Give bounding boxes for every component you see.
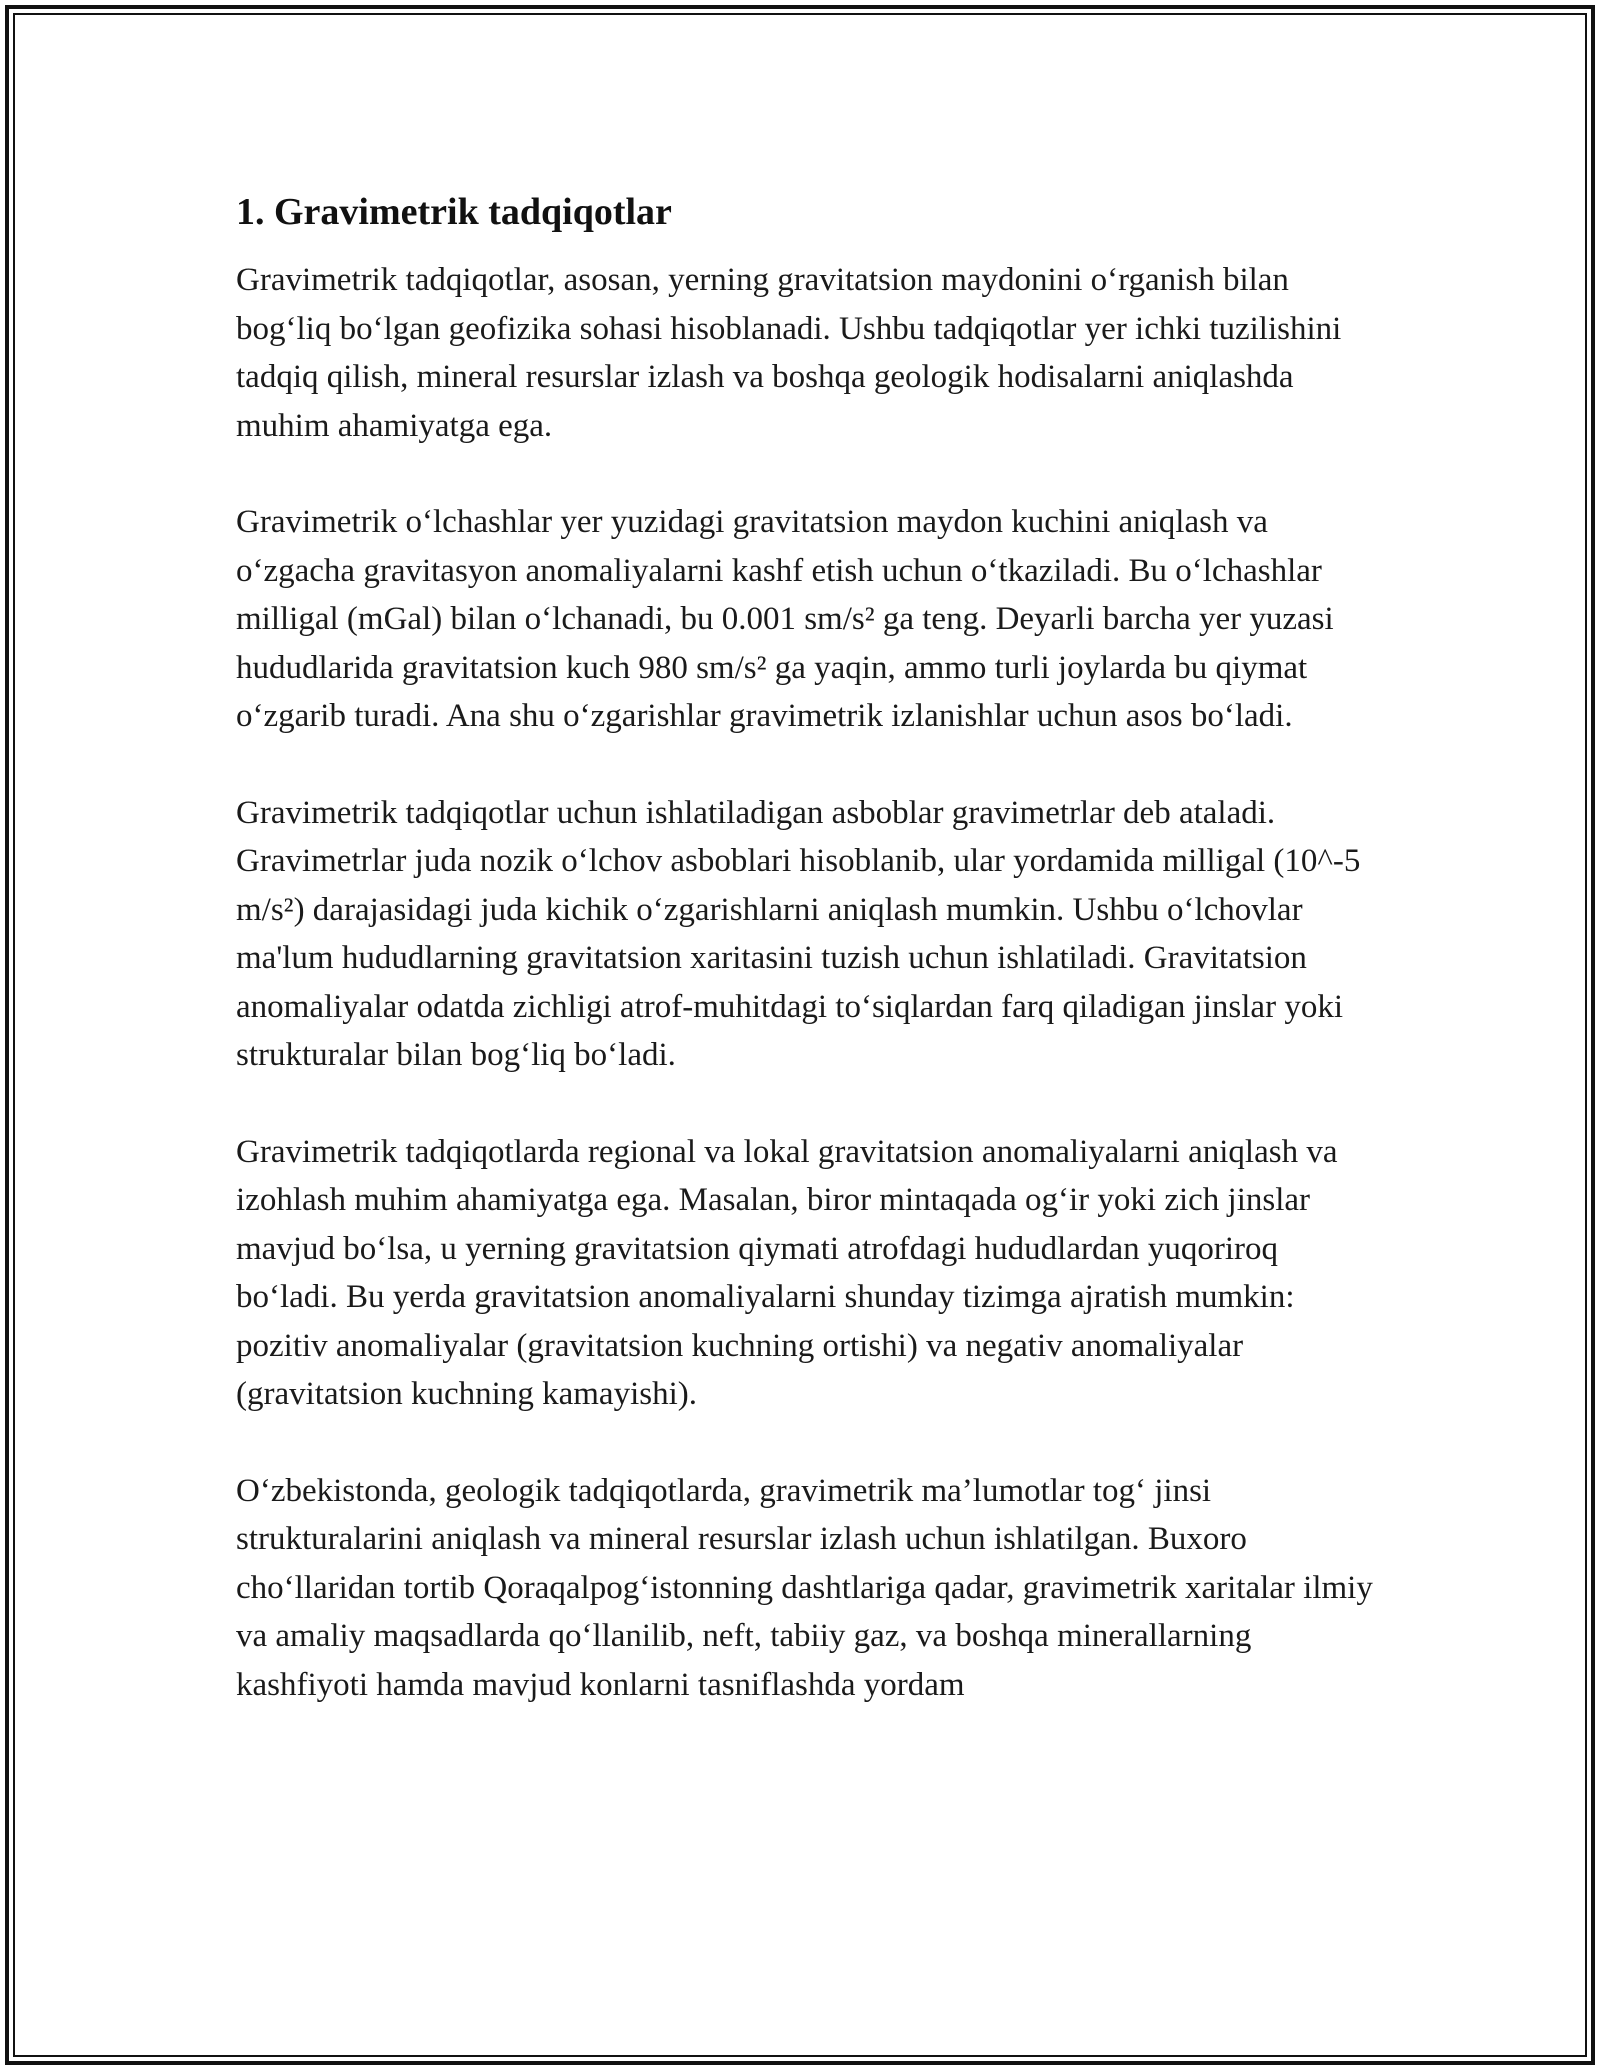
paragraph-4: Gravimetrik tadqiqotlarda regional va lokal gravitatsion anomaliyalarni aniqlash va izohlash muhim ahamiyatga ega. Masalan, biror mintaqada og‘ir yoki zich jinslar mavjud bo‘lsa, u yerning gravitatsion qiymati atrofdagi hududlardan yuqoriroq bo‘ladi. Bu yerda gravitatsion anomaliyalarni shunday tizimga ajratish mumkin: pozitiv anomaliyalar (gravitatsion kuchning ortishi) va negativ anomaliyalar (gravitatsion kuchning kamayishi). [236, 1133, 1338, 1412]
section-heading: 1. Gravimetrik tadqiqotlar [236, 191, 672, 233]
document-body [236, 188, 1376, 1757]
paragraph-1: Gravimetrik tadqiqotlar, asosan, yerning gravitatsion maydonini o‘rganish bilan bog‘liq bo‘lgan geofizika sohasi hisoblanadi. Ushbu tadqiqotlar yer ichki tuzilishini tadqiq qilish, mineral resurslar izlash va boshqa geologik hodisalarni aniqlashda muhim ahamiyatga ega. [236, 262, 1342, 444]
paragraph-3: Gravimetrik tadqiqotlar uchun ishlatiladigan asboblar gravimetrlar deb ataladi. Gravimetrlar juda nozik o‘lchov asboblari hisoblanib, ular yordamida milligal (10^-5 m/s²) darajasidagi juda kichik o‘zgarishlarni aniqlash mumkin. Ushbu o‘lchovlar ma'lum hududlarning gravitatsion xaritasini tuzish uchun ishlatiladi. Gravitatsion anomaliyalar odatda zichligi atrof-muhitdagi to‘siqlardan farq qiladigan jinslar yoki strukturalar bilan bog‘liq bo‘ladi. [236, 794, 1361, 1073]
paragraph-5: O‘zbekistonda, geologik tadqiqotlarda, gravimetrik ma’lumotlar tog‘ jinsi strukturalarini aniqlash va mineral resurslar izlash uchun ishlatilgan. Buxoro cho‘llaridan tortib Qoraqalpog‘istonning dashtlariga qadar, gravimetrik xaritalar ilmiy va amaliy maqsadlarda qo‘llanilib, neft, tabiiy gaz, va boshqa minerallarning kashfiyoti hamda mavjud konlarni tasniflashda yordam [236, 1472, 1373, 1703]
paragraph-2: Gravimetrik o‘lchashlar yer yuzidagi gravitatsion maydon kuchini aniqlash va o‘zgacha gravitasyon anomaliyalarni kashf etish uchun o‘tkaziladi. Bu o‘lchashlar milligal (mGal) bilan o‘lchanadi, bu 0.001 sm/s² ga teng. Deyarli barcha yer yuzasi hududlarida gravitatsion kuch 980 sm/s² ga yaqin, ammo turli joylarda bu qiymat o‘zgarib turadi. Ana shu o‘zgarishlar gravimetrik izlanishlar uchun asos bo‘ladi. [236, 504, 1334, 734]
